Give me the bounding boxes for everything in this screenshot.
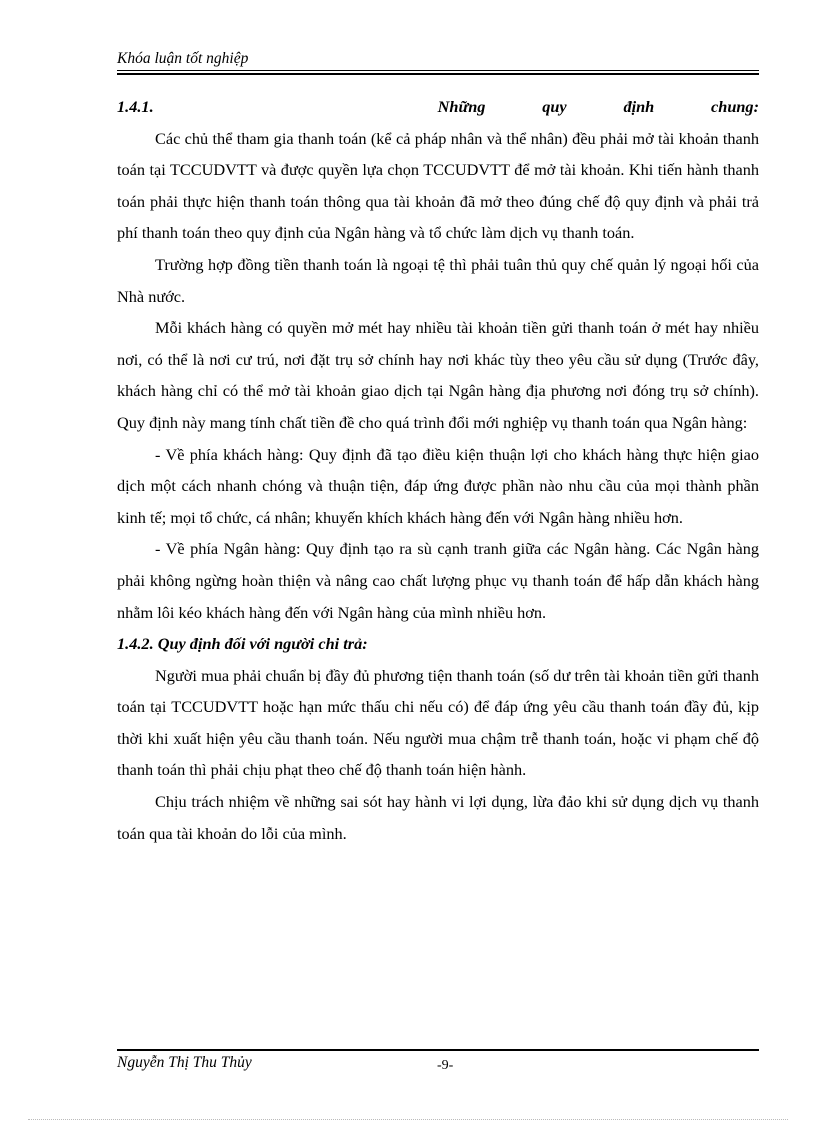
footer-rule xyxy=(117,1049,759,1051)
footer-author: Nguyễn Thị Thu Thủy xyxy=(117,1054,252,1071)
page-edge-dotted-line xyxy=(28,1119,788,1120)
section-heading: 1.4.1. Những quy định chung: xyxy=(117,97,759,116)
body-paragraph: Người mua phải chuẩn bị đầy đủ phương tiện thanh toán (số dư trên tài khoản tiền gửi thanh toán tại TCCUDVTT hoặc hạn mức thấu chi nếu có) để đáp ứng yêu cầu thanh toán đầy đủ, kịp thời khi xuất hiện yêu cầu thanh toán. Nếu người mua chậm trễ thanh toán, hoặc vi phạm chế độ thanh toán thì phải chịu phạt theo chế độ thanh toán hiện hành. xyxy=(117,665,759,780)
body-paragraph: Các chủ thể tham gia thanh toán (kể cả pháp nhân và thể nhân) đều phải mở tài khoản thanh toán tại TCCUDVTT và được quyền lựa chọn TCCUDVTT để mở tài khoản. Khi tiến hành thanh toán phải thực hiện thanh toán thông qua tài khoản đã mở theo đúng chế độ quy định và phải trả phí thanh toán theo quy định của Ngân hàng và tổ chức làm dịch vụ thanh toán. xyxy=(117,128,759,243)
body-paragraph: Trường hợp đồng tiền thanh toán là ngoại tệ thì phải tuân thủ quy chế quản lý ngoại hối của Nhà nước. xyxy=(117,254,759,306)
body-paragraph: Chịu trách nhiệm về những sai sót hay hành vi lợi dụng, lừa đảo khi sử dụng dịch vụ thanh toán qua tài khoản do lỗi của mình. xyxy=(117,792,759,843)
document-body xyxy=(117,91,759,849)
body-paragraph: - Về phía Ngân hàng: Quy định tạo ra sù cạnh tranh giữa các Ngân hàng. Các Ngân hàng phải không ngừng hoàn thiện và nâng cao chất lượng phục vụ thanh toán để hấp dẫn khách hàng nhằm lôi kéo khách hàng đến với Ngân hàng của mình nhiều hơn. xyxy=(117,539,759,622)
header-rule xyxy=(117,70,759,75)
body-paragraph: Mỗi khách hàng có quyền mở mét hay nhiều tài khoản tiền gửi thanh toán ở mét hay nhiều nơi, có thể là nơi cư trú, nơi đặt trụ sở chính hay nơi khác tùy theo yêu cầu sử dụng (Trước đây, khách hàng chỉ có thể mở tài khoản giao dịch tại Ngân hàng địa phương nơi đóng trụ sở chính). Quy định này mang tính chất tiền đề cho quá trình đổi mới nghiệp vụ thanh toán qua Ngân hàng: xyxy=(117,318,759,432)
body-paragraph: - Về phía khách hàng: Quy định đã tạo điều kiện thuận lợi cho khách hàng thực hiện giao dịch một cách nhanh chóng và thuận tiện, đáp ứng được phần nào nhu cầu của mọi thành phần kinh tế; mọi tổ chức, cá nhân; khuyến khích khách hàng đến với Ngân hàng nhiều hơn. xyxy=(117,444,759,527)
section-heading: 1.4.2. Quy định đối với người chi trả: xyxy=(117,634,368,654)
running-header-title: Khóa luận tốt nghiệp xyxy=(117,50,249,67)
page-number: -9- xyxy=(437,1058,454,1073)
